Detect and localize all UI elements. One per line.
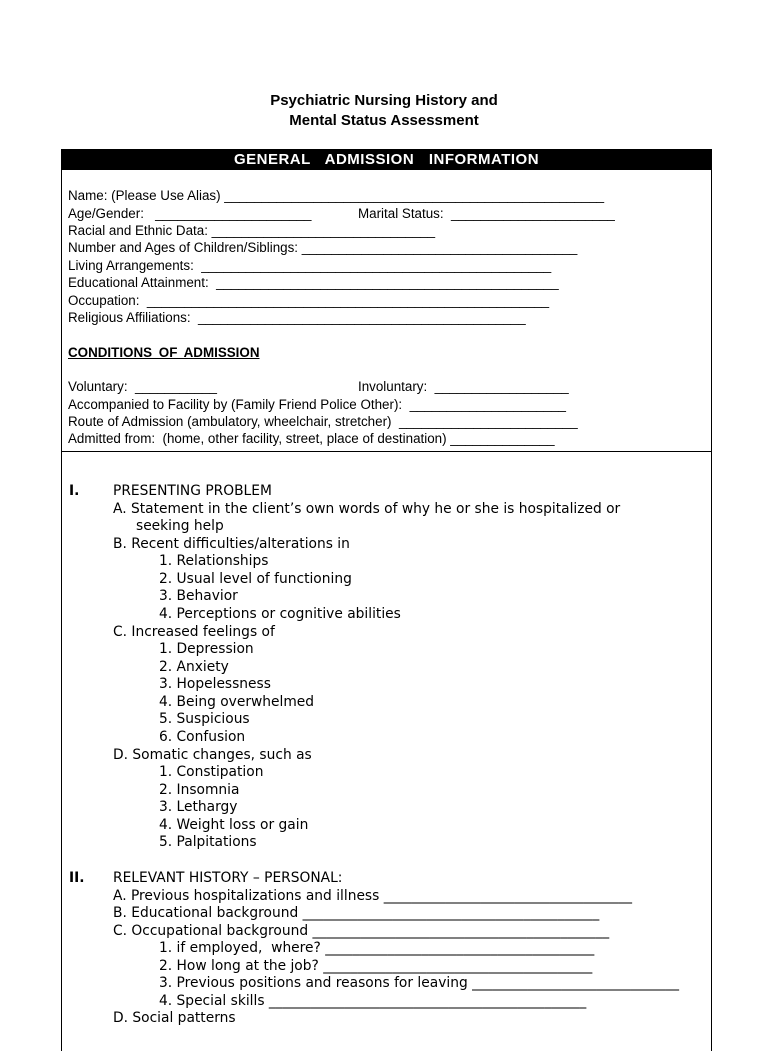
special-skills-field[interactable]: 4. Special skills ______________________________________________	[159, 993, 587, 1009]
racial-ethnic-field[interactable]: Racial and Ethnic Data: ______________________________	[68, 223, 436, 238]
educational-attainment-field[interactable]: Educational Attainment: ______________________________________________	[68, 275, 559, 290]
list-item: 2. Insomnia	[159, 782, 240, 798]
occupational-background-field[interactable]: C. Occupational background ___________________________________________	[113, 923, 610, 939]
list-item: 5. Palpitations	[159, 834, 257, 850]
children-siblings-field[interactable]: Number and Ages of Children/Siblings: _____________________________________	[68, 240, 578, 255]
accompanied-field[interactable]: Accompanied to Facility by (Family Friend Police Other): _____________________	[68, 397, 566, 412]
list-item: 5. Suspicious	[159, 711, 250, 727]
involuntary-field[interactable]: Involuntary: __________________	[358, 379, 569, 394]
list-item: 3. Behavior	[159, 588, 238, 604]
employed-where-field[interactable]: 1. if employed, where? _______________________________________	[159, 940, 595, 956]
occupation-field[interactable]: Occupation: ______________________________________________________	[68, 293, 550, 308]
section-1-item-b: B. Recent difficulties/alterations in	[113, 536, 350, 552]
section-1-heading: PRESENTING PROBLEM	[113, 483, 272, 499]
age-gender-field[interactable]: Age/Gender: _____________________	[68, 206, 312, 221]
list-item: 4. Weight loss or gain	[159, 817, 309, 833]
list-item: 1. Constipation	[159, 764, 264, 780]
route-field[interactable]: Route of Admission (ambulatory, wheelchair, stretcher) ________________________	[68, 414, 578, 429]
admitted-from-field[interactable]: Admitted from: (home, other facility, street, place of destination) ______________	[68, 431, 555, 446]
educational-background-field[interactable]: B. Educational background ___________________________________________	[113, 905, 600, 921]
living-arrangements-field[interactable]: Living Arrangements: _______________________________________________	[68, 258, 552, 273]
list-item: 2. Usual level of functioning	[159, 571, 352, 587]
section-1-item-a-cont: seeking help	[136, 518, 224, 534]
section-2-numeral: II.	[69, 870, 85, 886]
section-1-item-a: A. Statement in the client’s own words of why he or she is hospitalized or	[113, 501, 621, 517]
list-item: 3. Lethargy	[159, 799, 238, 815]
previous-positions-field[interactable]: 3. Previous positions and reasons for leaving ______________________________	[159, 975, 680, 991]
document-title-line-2: Mental Status Assessment	[289, 112, 479, 129]
list-item: 3. Hopelessness	[159, 676, 271, 692]
section-1-numeral: I.	[69, 483, 80, 499]
religious-affiliations-field[interactable]: Religious Affiliations: ____________________________________________	[68, 310, 526, 325]
marital-status-field[interactable]: Marital Status: ______________________	[358, 206, 615, 221]
document-title-line-1: Psychiatric Nursing History and	[270, 92, 498, 109]
list-item: 1. Depression	[159, 641, 254, 657]
section-1-item-c: C. Increased feelings of	[113, 624, 275, 640]
previous-hospitalizations-field[interactable]: A. Previous hospitalizations and illness ____________________________________	[113, 888, 633, 904]
section-2-item-d: D. Social patterns	[113, 1010, 236, 1026]
list-item: 4. Perceptions or cognitive abilities	[159, 606, 401, 622]
list-item: 6. Confusion	[159, 729, 246, 745]
conditions-heading: CONDITIONS OF ADMISSION	[68, 345, 260, 360]
section-2-heading: RELEVANT HISTORY – PERSONAL:	[113, 870, 343, 886]
list-item: 1. Relationships	[159, 553, 269, 569]
name-field[interactable]: Name: (Please Use Alias) ___________________________________________________	[68, 188, 605, 203]
list-item: 4. Being overwhelmed	[159, 694, 315, 710]
job-duration-field[interactable]: 2. How long at the job? _______________________________________	[159, 958, 593, 974]
voluntary-field[interactable]: Voluntary: ___________	[68, 379, 217, 394]
general-admission-banner: GENERAL ADMISSION INFORMATION	[62, 150, 711, 170]
section-1-item-d: D. Somatic changes, such as	[113, 747, 312, 763]
list-item: 2. Anxiety	[159, 659, 229, 675]
